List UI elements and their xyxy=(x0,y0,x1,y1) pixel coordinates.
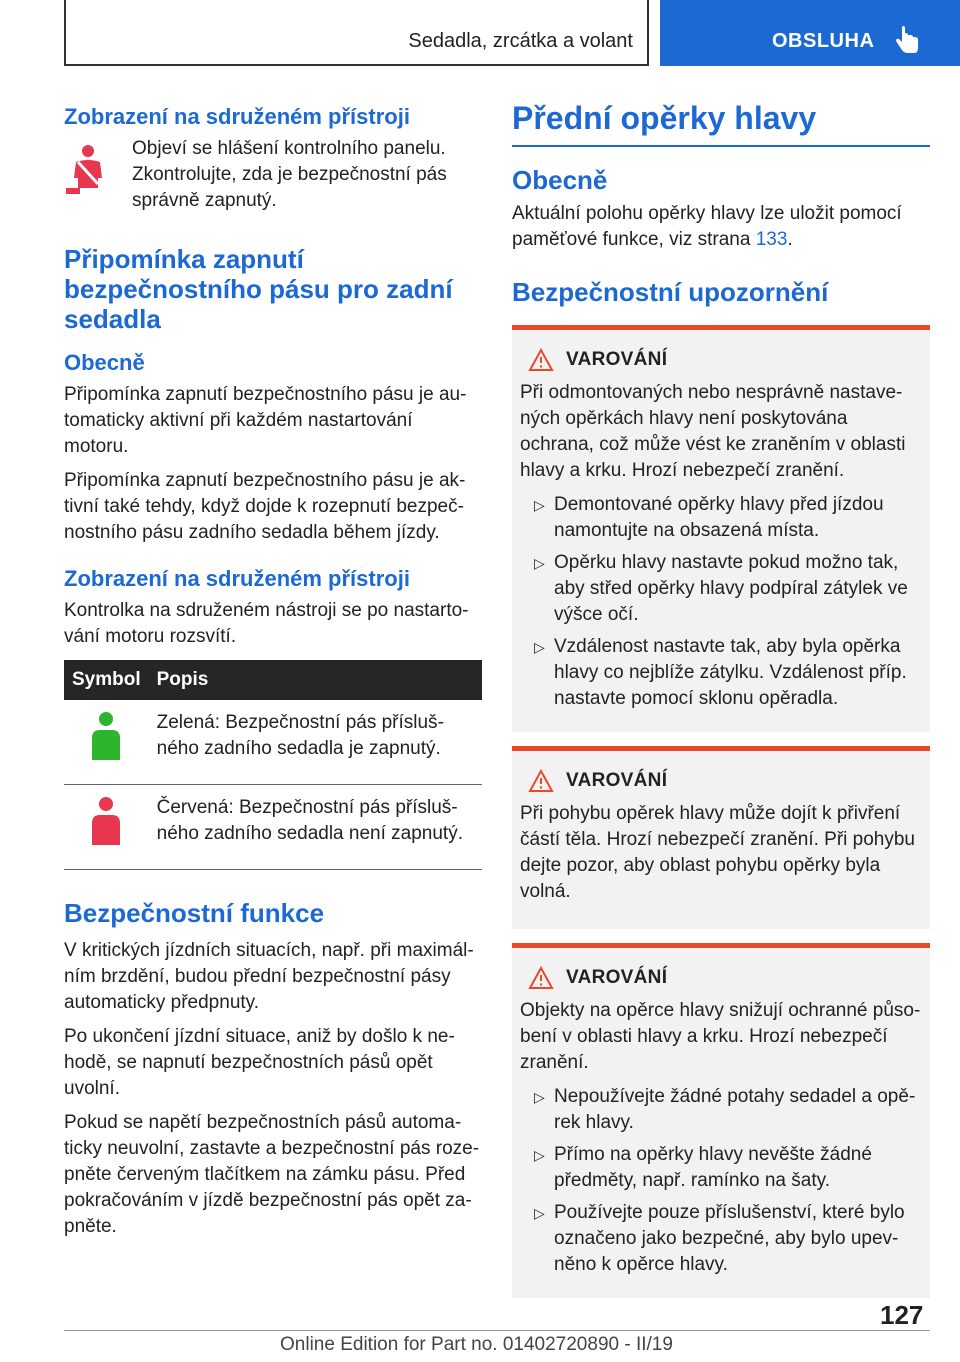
red-seat-icon xyxy=(64,785,149,870)
warning-list xyxy=(520,1084,922,1278)
warning-box xyxy=(512,943,930,1298)
general-paragraph-1: Připomínka zapnutí bezpečnostního pásu je automaticky aktivní při každém nastartování motoru. xyxy=(64,384,467,457)
general-right-text: Aktuální polohu opěrky hlavy lze uložit pomocí paměťové funkce, viz strana xyxy=(512,203,902,250)
heading-display-1: Zobrazení na sdruženém přístroji xyxy=(64,104,410,129)
safety-paragraph-1: V kritických jízdních situacích, např. při maximálním brzdění, budou přední bezpečnostní pásy automaticky předpnuty. xyxy=(64,940,474,1013)
safety-paragraph-2: Po ukončení jízdní situace, aniž by došlo k nehodě, se napnutí bezpečnostních pásů opět uvolní. xyxy=(64,1026,455,1099)
warning-text: Při odmontovaných nebo nesprávně nastavených opěrkách hlavy není poskytována ochrana, což může vést ke zraněním v oblasti hlavy a krku. Hrozí nebezpečí zranění. xyxy=(520,382,906,481)
list-item: ▷ Přímo na opěrky hlavy nevěšte žádné předměty, např. ramínko na šaty. xyxy=(520,1142,922,1194)
table-header-symbol: Symbol xyxy=(64,660,149,700)
warning-text: Objekty na opěrce hlavy snižují ochranné působení v oblasti hlavy a krku. Hrozí nebezpečí zranění. xyxy=(520,1000,921,1073)
heading-warnings: Bezpečnostní upozornění xyxy=(512,277,829,307)
warning-box xyxy=(512,325,930,732)
heading-safety: Bezpečnostní funkce xyxy=(64,898,325,928)
symbol-table xyxy=(64,660,482,870)
header-section-box xyxy=(64,0,649,66)
warning-list xyxy=(520,492,922,712)
bullet-triangle-icon: ▷ xyxy=(534,1205,545,1221)
list-item: ▷ Vzdálenost nastavte tak, aby byla opěrka hlavy co nejblíže zátylku. Vzdálenost příp. nastavte pomocí sklonu opěradla. xyxy=(520,634,922,712)
warning-box xyxy=(512,746,930,929)
table-header-description: Popis xyxy=(149,660,482,700)
list-item: ▷ Opěrku hlavy nastavte pokud možno tak, aby střed opěrky hlavy podpíral zátylek ve výšce očí. xyxy=(520,550,922,628)
bullet-triangle-icon: ▷ xyxy=(534,1089,545,1105)
page-number: 127 xyxy=(880,1300,924,1330)
list-item: ▷ Používejte pouze příslušenství, které bylo označeno jako bezpečné, aby bylo upevněno k opěrce hlavy. xyxy=(520,1200,922,1278)
heading-general-left: Obecně xyxy=(64,350,145,375)
bullet-triangle-icon: ▷ xyxy=(534,497,545,513)
header-section-title: Sedadla, zrcátka a volant xyxy=(408,30,633,52)
general-right-end: . xyxy=(787,229,793,250)
warning-triangle-icon xyxy=(528,966,554,990)
warning-text: Při pohybu opěrek hlavy může dojít k přivření částí těla. Hrozí nebezpečí zranění. Při pohybu dejte pozor, aby oblast pohybu opěrky byla volná. xyxy=(520,803,915,902)
display-2-text: Kontrolka na sdruženém nástroji se po nastartování motoru rozsvítí. xyxy=(64,600,469,647)
table-row-desc: Zelená: Bezpečnostní pás příslušného zadního sedadla je zapnutý. xyxy=(149,700,482,785)
bullet-triangle-icon: ▷ xyxy=(534,639,545,655)
general-paragraph-2: Připomínka zapnutí bezpečnostního pásu je aktivní také tehdy, když dojde k rozepnutí bezpečnostního pásu zadního sedadla během jízdy. xyxy=(64,470,466,543)
green-seat-icon xyxy=(64,700,149,785)
bullet-triangle-icon: ▷ xyxy=(534,1147,545,1163)
general-right-paragraph xyxy=(512,201,930,253)
seatbelt-warning-icon xyxy=(64,136,132,201)
heading-display-2: Zobrazení na sdruženém přístroji xyxy=(64,566,410,591)
warning-label: VAROVÁNÍ xyxy=(566,770,668,791)
page-title: Přední opěrky hlavy xyxy=(512,100,930,147)
table-row xyxy=(64,700,482,785)
warning-triangle-icon xyxy=(528,348,554,372)
warning-label: VAROVÁNÍ xyxy=(566,967,668,988)
table-row-desc: Červená: Bezpečnostní pás příslušného zadního sedadla není zapnutý. xyxy=(149,785,482,870)
safety-paragraph-3: Pokud se napětí bezpečnostních pásů automaticky neuvolní, zastavte a bezpečnostní pás rozepněte červeným tlačítkem na zámku pásu. Před pokračováním v jízdě bezpečnostní pás opět zapněte. xyxy=(64,1112,480,1237)
header-chapter-title: OBSLUHA xyxy=(772,30,875,52)
footer-divider xyxy=(64,1330,930,1331)
heading-general-right: Obecně xyxy=(512,165,608,195)
display-1-text: Objeví se hlášení kontrolního panelu. Zkontrolujte, zda je bezpečnostní pás správně zapnutý. xyxy=(132,138,447,211)
display-1-message xyxy=(64,136,482,214)
list-item: ▷ Demontované opěrky hlavy před jízdou namontujte na obsazená místa. xyxy=(520,492,922,544)
footer-edition: Online Edition for Part no. 01402720890 - II/19 xyxy=(280,1334,673,1355)
hand-pointer-icon xyxy=(892,26,922,56)
right-column xyxy=(512,100,930,1312)
warning-label: VAROVÁNÍ xyxy=(566,349,668,370)
bullet-triangle-icon: ▷ xyxy=(534,555,545,571)
warning-triangle-icon xyxy=(528,769,554,793)
page-link[interactable]: 133 xyxy=(755,229,788,250)
heading-reminder: Připomínka zapnutí bezpečnostního pásu pro zadní sedadla xyxy=(64,244,453,334)
list-item: ▷ Nepoužívejte žádné potahy sedadel a opěrek hlavy. xyxy=(520,1084,922,1136)
left-column xyxy=(64,100,482,1248)
table-row xyxy=(64,785,482,870)
